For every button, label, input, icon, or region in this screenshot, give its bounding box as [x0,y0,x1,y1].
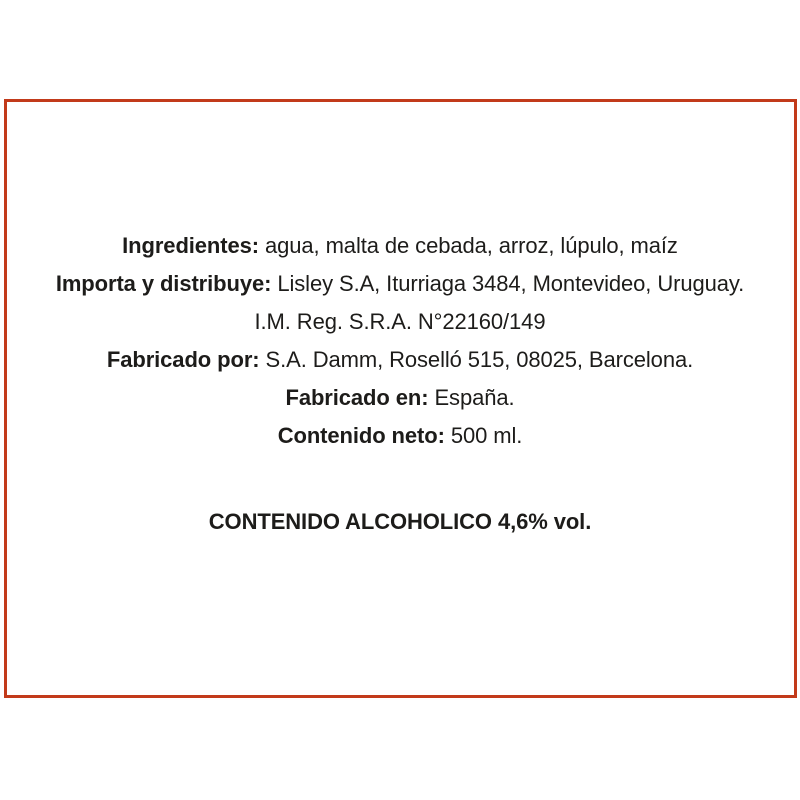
net-content-line [45,420,755,451]
manufacturer-label: Fabricado por: [106,347,260,372]
ingredients-value: agua, malta de cebada, arroz, lúpulo, maíz [259,233,678,258]
importer-line [45,268,755,299]
made-in-line [45,382,755,413]
alcohol-content-line [45,506,755,537]
importer-label: Importa y distribuye: [55,271,272,296]
manufacturer-value: S.A. Damm, Roselló 515, 08025, Barcelona. [259,347,694,372]
alcohol-content-value: CONTENIDO ALCOHOLICO 4,6% vol. [208,509,592,534]
made-in-value: España. [428,385,515,410]
registration-value: I.M. Reg. S.R.A. N°22160/149 [254,309,546,334]
net-content-value: 500 ml. [444,423,523,448]
importer-value: Lisley S.A, Iturriaga 3484, Montevideo, Uruguay. [271,271,745,296]
label-text-block [45,230,755,544]
ingredients-label: Ingredientes: [122,233,259,258]
manufacturer-line [45,344,755,375]
ingredients-line [45,230,755,261]
registration-line [45,306,755,337]
made-in-label: Fabricado en: [285,385,429,410]
net-content-label: Contenido neto: [277,423,445,448]
